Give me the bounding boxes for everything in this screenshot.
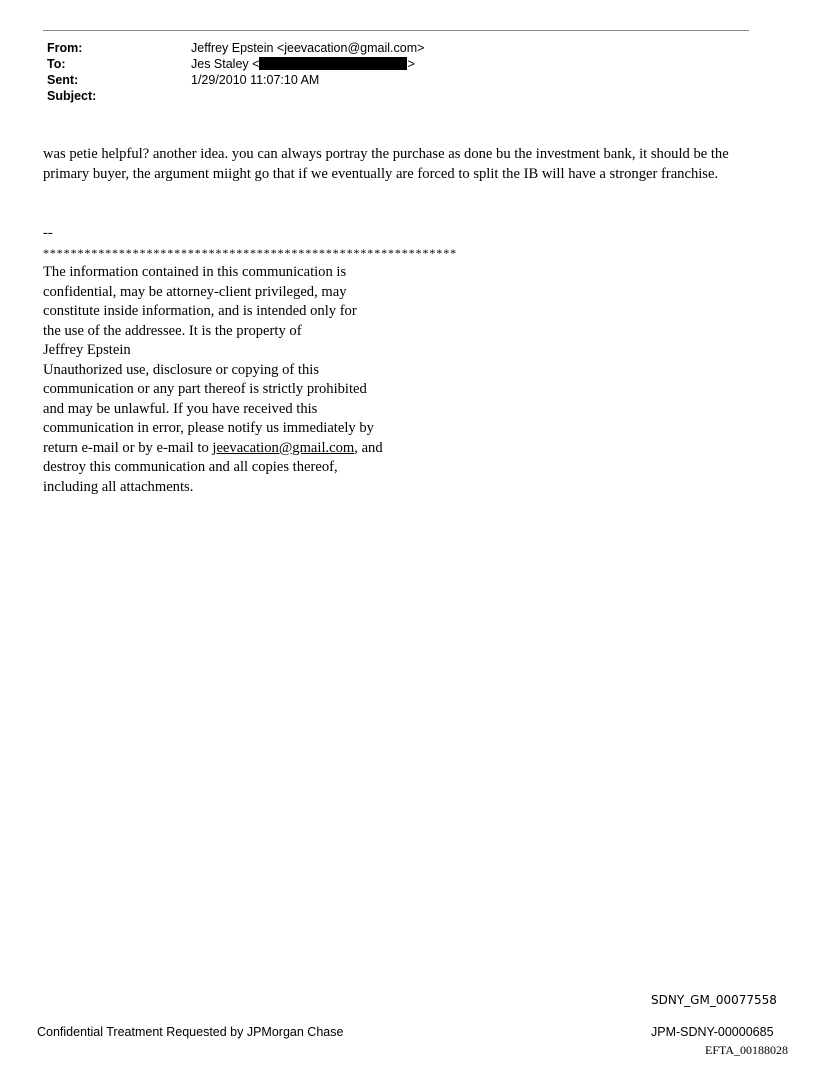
disclaimer-line: and may be unlawful. If you have received this xyxy=(43,400,318,417)
email-line-post: , and xyxy=(354,439,383,456)
to-row xyxy=(47,56,424,72)
sent-label: Sent: xyxy=(47,73,79,87)
confidentiality-disclaimer xyxy=(43,263,413,497)
disclaimer-line: constitute inside information, and is intended only for xyxy=(43,303,357,319)
signature-separator: ************************************************************ xyxy=(43,245,457,260)
disclaimer-line: communication in error, please notify us immediately by xyxy=(43,420,374,436)
disclaimer-line: communication or any part thereof is strictly prohibited xyxy=(43,381,367,397)
email-header xyxy=(47,40,424,104)
disclaimer-line: Jeffrey Epstein xyxy=(43,342,131,358)
bates-sdny-stamp: SDNY_GM_00077558 xyxy=(651,993,777,1007)
from-label: From: xyxy=(47,41,83,55)
from-value: Jeffrey Epstein <jeevacation@gmail.com> xyxy=(191,41,425,55)
sent-row xyxy=(47,72,424,88)
confidential-treatment-note: Confidential Treatment Requested by JPMorgan Chase xyxy=(37,1025,344,1039)
subject-row xyxy=(47,88,424,104)
email-link[interactable]: jeevacation@gmail.com xyxy=(212,439,355,456)
subject-label: Subject: xyxy=(47,89,97,103)
sent-value: 1/29/2010 11:07:10 AM xyxy=(191,73,320,87)
to-value-prefix: Jes Staley < xyxy=(191,57,260,71)
bates-jpm-stamp: JPM-SDNY-00000685 xyxy=(651,1025,774,1039)
disclaimer-line: the use of the addressee. It is the property of xyxy=(43,322,302,339)
disclaimer-line: Unauthorized use, disclosure or copying of this xyxy=(43,361,320,378)
email-line-pre: return e-mail or by e-mail to xyxy=(43,439,213,456)
message-body: was petie helpful? another idea. you can always portray the purchase as done bu the investment bank, it should be the primary buyer, the argument miight go that if we eventually are forced to split the IB will have a stronger franchise. xyxy=(43,146,729,182)
to-value-suffix: > xyxy=(407,57,415,71)
signature-dashes: -- xyxy=(43,225,53,241)
header-divider xyxy=(43,30,749,31)
to-label: To: xyxy=(47,57,66,71)
disclaimer-line: including all attachments. xyxy=(43,478,194,495)
disclaimer-line: destroy this communication and all copies thereof, xyxy=(43,459,338,475)
disclaimer-email-line xyxy=(43,439,413,459)
bates-efta-stamp: EFTA_00188028 xyxy=(705,1043,789,1057)
redaction-box xyxy=(259,57,407,70)
signature-block xyxy=(43,224,457,497)
disclaimer-line: The information contained in this communication is xyxy=(43,264,347,280)
to-value xyxy=(191,56,415,72)
disclaimer-line: confidential, may be attorney-client privileged, may xyxy=(43,283,347,300)
from-row xyxy=(47,40,424,56)
